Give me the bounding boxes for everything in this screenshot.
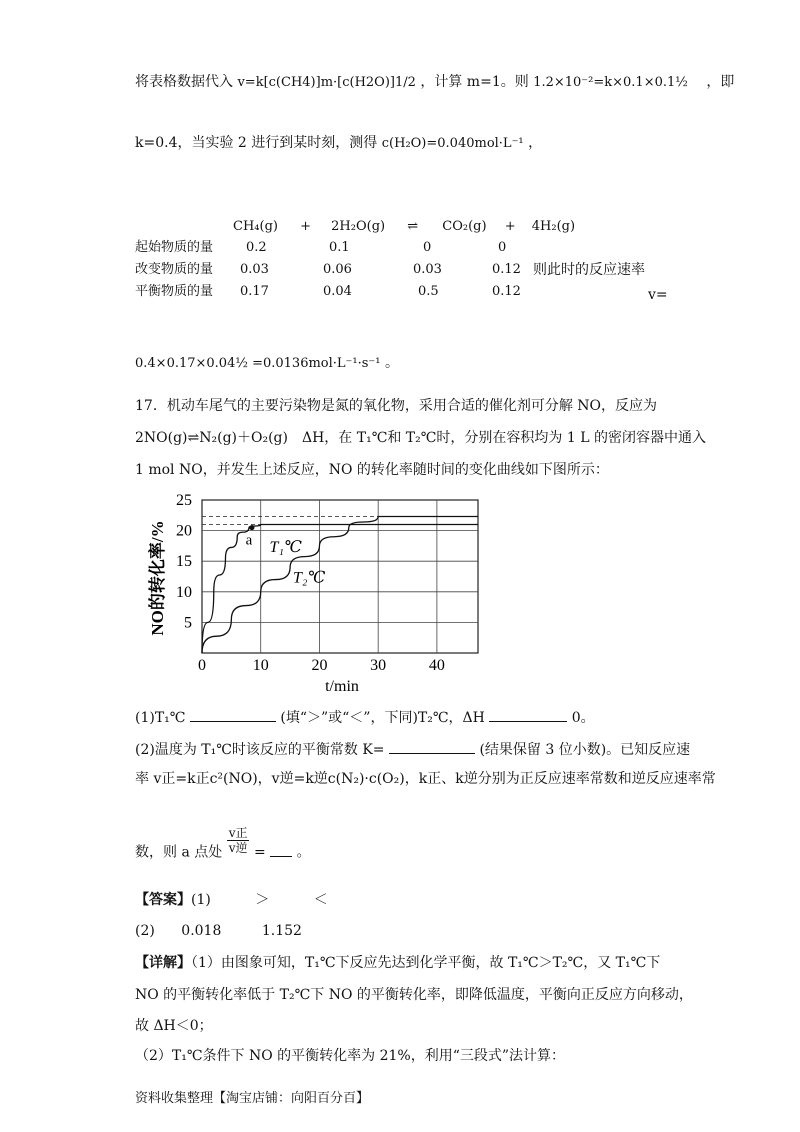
q2-blank-2[interactable] <box>270 844 292 857</box>
answer-2-value-2: 1.152 <box>261 923 302 939</box>
row-label-change: 改变物质的量 <box>135 262 214 277</box>
species-header <box>233 220 575 233</box>
row-initial-h2: 0 <box>498 240 507 255</box>
answer-1-number: (1) <box>191 892 211 908</box>
equilibrium-dash-lines <box>202 517 468 525</box>
row-initial-co2: 0 <box>423 240 432 255</box>
calc-formula: 1.2×10⁻²=k×0.1×0.1½ <box>533 75 688 90</box>
x-tick-label: 10 <box>252 657 269 674</box>
row-initial-ch4: 0.2 <box>246 240 267 255</box>
q2-middle: (结果保留 3 位小数)。已知反应速 <box>479 742 691 758</box>
x-axis-label: t/min <box>325 678 359 695</box>
answer-1-value-2: ＜ <box>313 892 328 908</box>
intro2-text: k=0.4，当实验 2 进行到某时刻，测得 <box>135 135 378 151</box>
row-eq-ch4: 0.17 <box>240 284 269 299</box>
x-tick-label: 40 <box>428 657 445 674</box>
q2-equals: = <box>253 844 266 861</box>
answer-line-2 <box>135 924 302 938</box>
row-label-equilibrium: 平衡物质的量 <box>135 284 214 299</box>
conversion-chart <box>148 490 508 700</box>
row-initial-h2o: 0.1 <box>329 240 350 255</box>
answer-1-value-1: ＞ <box>255 892 270 908</box>
x-tick-label: 20 <box>311 657 328 674</box>
row-change-ch4: 0.03 <box>240 262 269 277</box>
detail-line-1 <box>135 956 660 970</box>
v-equals: v= <box>648 287 668 303</box>
x-tick-label: 30 <box>370 657 387 674</box>
fraction-numerator: v正 <box>228 826 248 840</box>
detail-label: 【详解】 <box>135 955 191 971</box>
q2-line3-suffix: 。 <box>296 844 311 861</box>
q17-line-1: 17．机动车尾气的主要污染物是氮的氧化物，采用合适的催化剂可分解 NO，反应为 <box>135 398 657 414</box>
concentration-formula: c(H₂O)=0.040mol·L⁻¹ <box>381 136 524 151</box>
q1-suffix: 0。 <box>571 710 595 726</box>
row-change-h2o: 0.06 <box>323 262 352 277</box>
row-change-co2: 0.03 <box>413 262 442 277</box>
q1-blank-1[interactable] <box>190 709 276 722</box>
detail-line-3: 故 ΔH＜0； <box>135 1018 213 1034</box>
fraction-denominator: v逆 <box>228 841 248 855</box>
rate-note: 则此时的反应速率 <box>533 262 645 278</box>
intro-line-2 <box>135 136 542 150</box>
species-co2: CO₂(g) <box>442 219 487 234</box>
y-tick-label: 25 <box>176 492 192 509</box>
q1-prefix: (1)T₁℃ <box>135 710 186 726</box>
series-label-t1: T₁℃ <box>269 539 302 557</box>
rate-result-end: 。 <box>384 355 399 371</box>
q17-sub1 <box>135 709 595 725</box>
species-equilibrium-arrow: ⇌ <box>407 219 419 234</box>
rate-result-formula: 0.4×0.17×0.04½ =0.0136mol·L⁻¹·s⁻¹ <box>135 356 381 371</box>
footer: 资料收集整理【淘宝店铺：向阳百分百】 <box>135 1091 370 1106</box>
y-tick-label: 20 <box>176 522 192 540</box>
intro-text: 将表格数据代入 <box>135 74 233 90</box>
row-label-initial: 起始物质的量 <box>135 240 214 255</box>
q2-prefix: (2)温度为 T₁℃时该反应的平衡常数 K= <box>135 742 385 758</box>
y-axis-label: NO的转化率/% <box>148 520 167 636</box>
detail-line-4: （2）T₁℃条件下 NO 的平衡转化率为 21%，利用“三段式”法计算： <box>135 1048 566 1064</box>
rate-formula: v=k[c(CH4)]m·[c(H2O)]1/2 <box>237 75 416 90</box>
intro-suffix: ，即 <box>706 74 735 90</box>
species-ch4: CH₄(g) <box>233 219 278 234</box>
q1-middle: (填“＞”或“＜”，下同)T₂℃，ΔH <box>280 710 485 726</box>
rate-result <box>135 356 399 370</box>
grid <box>202 500 478 653</box>
species-h2: 4H₂(g) <box>531 219 576 234</box>
answer-line-1 <box>135 893 328 907</box>
row-eq-h2: 0.12 <box>492 284 521 299</box>
row-eq-h2o: 0.04 <box>323 284 352 299</box>
intro2-suffix: ， <box>528 135 543 151</box>
intro-line-1 <box>135 75 734 89</box>
y-tick-label: 15 <box>176 553 192 571</box>
q2-line3-prefix: 数，则 a 点处 <box>135 844 223 861</box>
species-plus-2: + <box>504 219 516 234</box>
answer-2-value-1: 0.018 <box>181 923 222 939</box>
rate-ratio-fraction <box>227 826 250 855</box>
answer-label: 【答案】 <box>135 892 191 908</box>
detail-line-2: NO 的平衡转化率低于 T₂℃下 NO 的平衡转化率，即降低温度，平衡向正反应方向移动， <box>135 987 693 1003</box>
y-tick-label: 10 <box>176 583 192 601</box>
row-eq-co2: 0.5 <box>418 284 439 299</box>
point-a-label: a <box>245 532 253 549</box>
q17-line-3: 1 mol NO，并发生上述反应，NO 的转化率随时间的变化曲线如下图所示： <box>135 462 609 478</box>
point-a-marker <box>249 525 254 530</box>
species-plus-1: + <box>300 219 312 234</box>
q2-blank-1[interactable] <box>389 741 475 754</box>
q17-line-2: 2NO(g)⇌N₂(g)＋O₂(g) ΔH，在 T₁℃和 T₂℃时，分别在容积均为 1 L 的密闭容器中通入 <box>135 430 706 446</box>
series-label-t2: T₂℃ <box>293 569 326 587</box>
species-h2o: 2H₂O(g) <box>331 219 386 234</box>
q17-sub2-line2: 率 v正=k正c²(NO)，v逆=k逆c(N₂)·c(O₂)，k正、k逆分别为正反应速率常数和逆反应速率常 <box>135 771 716 787</box>
detail-text-1: （1）由图象可知，T₁℃下反应先达到化学平衡，故 T₁℃＞T₂℃，又 T₁℃下 <box>191 955 661 971</box>
q17-sub2 <box>135 741 690 757</box>
intro-mid-text: ，计算 m=1。则 <box>420 74 529 90</box>
x-tick-label: 0 <box>198 657 206 674</box>
q17-sub2-line3 <box>135 826 311 860</box>
answer-2-number: (2) <box>135 923 155 939</box>
row-change-h2: 0.12 <box>492 262 521 277</box>
y-tick-label: 5 <box>184 614 192 632</box>
q1-blank-2[interactable] <box>489 709 567 722</box>
